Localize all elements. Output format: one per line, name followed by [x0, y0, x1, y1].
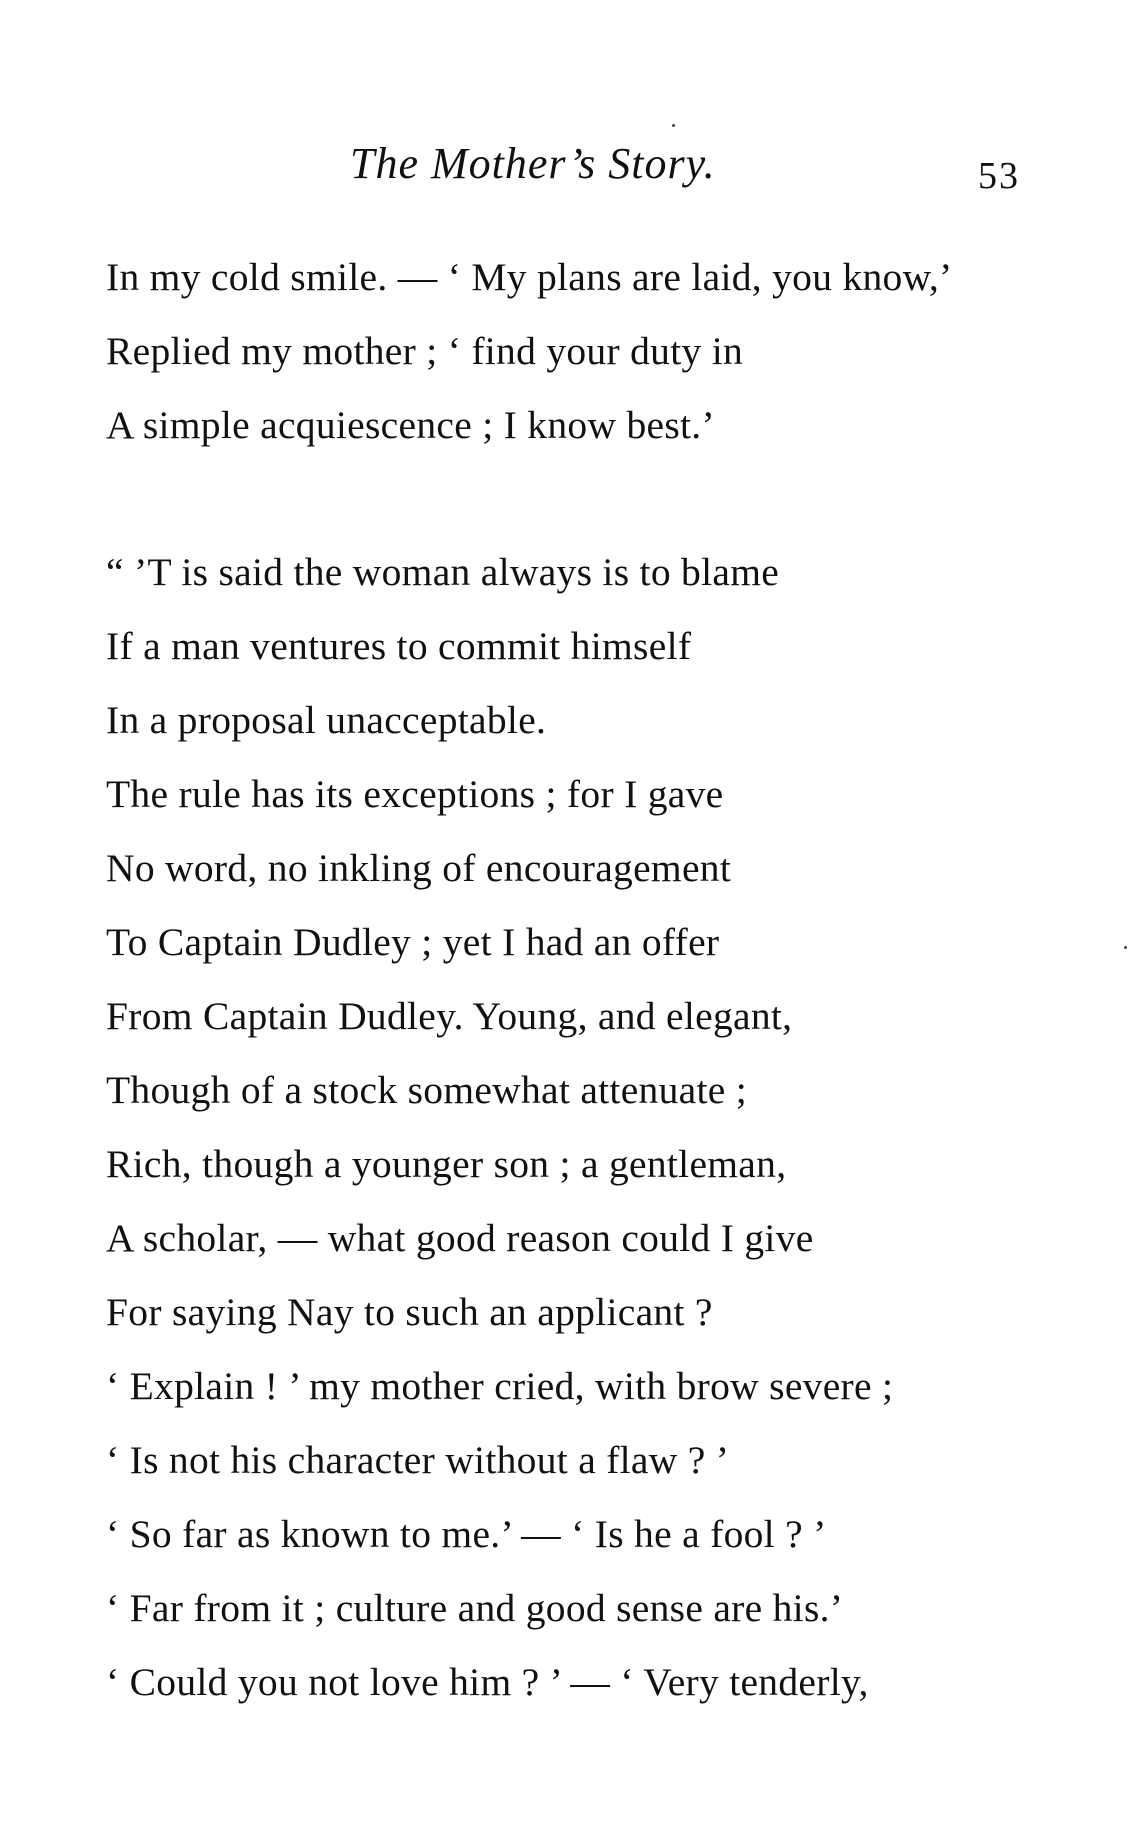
print-speck	[1124, 946, 1127, 949]
page-title: The Mother’s Story.	[350, 139, 716, 188]
verse-line: To Captain Dudley ; yet I had an offer	[106, 920, 720, 964]
print-speck	[672, 124, 675, 127]
verse-line: Replied my mother ; ‘ find your duty in	[106, 329, 744, 373]
verse-line: In my cold smile. — ‘ My plans are laid, you know,’	[106, 255, 953, 299]
verse-line: ‘ Could you not love him ? ’ — ‘ Very tenderly,	[106, 1660, 869, 1704]
verse-line: No word, no inkling of encouragement	[106, 846, 732, 890]
verse-line: ‘ Far from it ; culture and good sense are his.’	[106, 1586, 844, 1630]
verse-line: “ ’T is said the woman always is to blame	[106, 550, 780, 594]
verse-line: From Captain Dudley. Young, and elegant,	[106, 994, 793, 1038]
verse-line: ‘ Explain ! ’ my mother cried, with brow severe ;	[106, 1364, 894, 1408]
verse-line: In a proposal unacceptable.	[106, 698, 547, 742]
verse-line: ‘ So far as known to me.’ — ‘ Is he a fool ? ’	[106, 1512, 827, 1556]
verse-line: A scholar, — what good reason could I give	[106, 1216, 814, 1260]
verse-line: For saying Nay to such an applicant ?	[106, 1290, 713, 1334]
verse-line: Rich, though a younger son ; a gentleman,	[106, 1142, 787, 1186]
verse-line: If a man ventures to commit himself	[106, 624, 692, 668]
verse-line: ‘ Is not his character without a flaw ? ’	[106, 1438, 730, 1482]
verse-line: Though of a stock somewhat attenuate ;	[106, 1068, 748, 1112]
verse-line: The rule has its exceptions ; for I gave	[106, 772, 724, 816]
page-number: 53	[978, 155, 1020, 197]
verse-line: A simple acquiescence ; I know best.’	[106, 403, 715, 447]
